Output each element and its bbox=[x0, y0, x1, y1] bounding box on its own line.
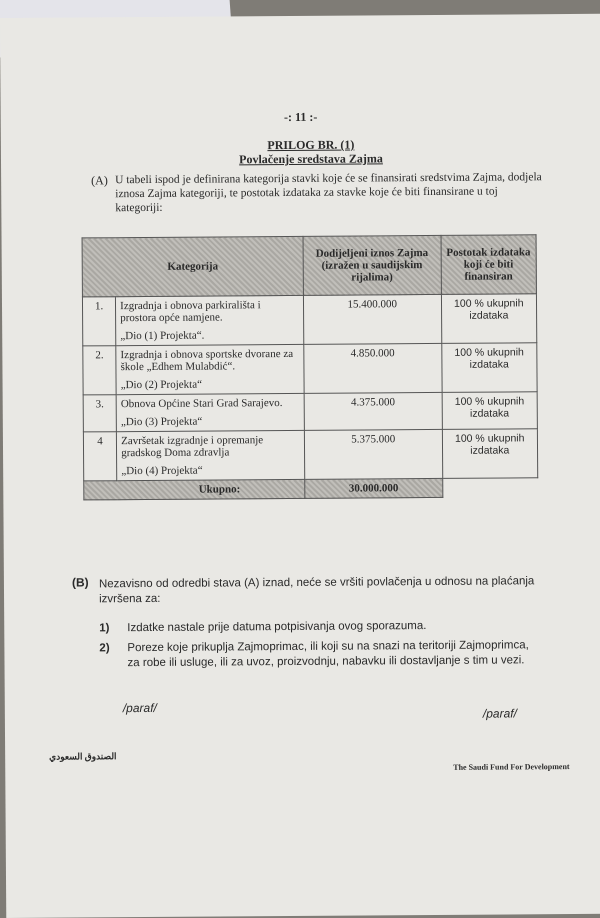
row-description bbox=[116, 393, 304, 431]
list-item-number: 2) bbox=[99, 642, 110, 655]
row-description bbox=[117, 430, 305, 480]
table-row bbox=[83, 343, 537, 395]
section-b-text: Nezavisno od odredbi stava (A) iznad, neće se vršiti povlačenja u odnosu na plaćanja izvršena za: bbox=[98, 575, 535, 606]
table-row bbox=[83, 429, 537, 481]
row-number: 1. bbox=[82, 297, 115, 346]
row-desc-sub: „Dio (1) Projekta“. bbox=[120, 329, 205, 343]
saudi-fund-logo-english: The Saudi Fund For Development bbox=[453, 762, 570, 772]
total-empty-cell bbox=[442, 478, 538, 498]
list-item-text: Poreze koje prikuplja Zajmoprimac, ili koji su na snazi na teritoriji Zajmoprimca, za robe ili usluge, ili za uvoz, proizvodnju, nabavku ili dostavljanje s tim u vezi. bbox=[127, 639, 529, 670]
document-page bbox=[0, 14, 600, 918]
header-percent: Postotak izdataka koji će biti finansiran bbox=[441, 235, 537, 295]
section-a-label: (A) bbox=[91, 173, 108, 188]
saudi-fund-logo-arabic: الصندوق السعودي bbox=[49, 751, 117, 762]
category-table bbox=[82, 234, 539, 500]
row-desc-text: Izgradnja i obnova sportske dvorane za škole „Edhem Mulabdić“. bbox=[120, 347, 294, 374]
row-desc-sub: „Dio (3) Projekta“ bbox=[120, 415, 203, 429]
row-desc-text: Obnova Općine Stari Grad Sarajevo. bbox=[120, 397, 283, 411]
table-row bbox=[82, 294, 536, 346]
list-item bbox=[99, 618, 537, 636]
row-percent: 100 % ukupnih izdataka bbox=[442, 429, 538, 479]
page-title: PRILOG BR. (1) bbox=[267, 137, 355, 153]
list-item-text: Izdatke nastale prije datuma potpisivanja ovog sporazuma. bbox=[127, 620, 427, 635]
section-a-text: U tabeli ispod je definirana kategorija stavki koje će se finansirati sredstvima Zajma, dodjela iznosa Zajma kategoriji, te postotak izdataka za stavke koje će biti finansirane u toj kategoriji: bbox=[115, 171, 542, 215]
row-desc-sub: „Dio (2) Projekta“ bbox=[120, 378, 202, 392]
total-amount: 30.000.000 bbox=[305, 478, 443, 498]
page-number: -: 11 :- bbox=[283, 109, 318, 125]
header-category: Kategorija bbox=[82, 236, 303, 297]
page-subtitle: Povlačenje sredstava Zajma bbox=[239, 151, 383, 167]
row-description bbox=[116, 344, 304, 394]
row-desc-text: Završetak izgradnje i opremanje gradskog Doma zdravlja bbox=[121, 434, 264, 460]
row-amount: 4.850.000 bbox=[304, 343, 442, 393]
paraf-right: /paraf/ bbox=[482, 706, 517, 721]
paraf-left: /paraf/ bbox=[122, 700, 157, 716]
row-number: 2. bbox=[83, 346, 116, 395]
row-amount: 4.375.000 bbox=[304, 392, 442, 430]
row-number: 3. bbox=[83, 395, 116, 432]
list-item bbox=[99, 638, 537, 671]
list-item-number: 1) bbox=[99, 622, 110, 635]
total-label: Ukupno: bbox=[84, 479, 305, 500]
header-amount: Dodijeljeni iznos Zajma (izražen u saudijskim rijalima) bbox=[303, 235, 441, 295]
row-amount: 5.375.000 bbox=[304, 429, 442, 479]
row-percent: 100 % ukupnih izdataka bbox=[441, 343, 537, 393]
row-desc-text: Izgradnja i obnova parkirališta i prostora opće namjene. bbox=[120, 299, 261, 325]
table-row bbox=[83, 392, 537, 432]
section-b-label: (B) bbox=[71, 575, 89, 590]
row-percent: 100 % ukupnih izdataka bbox=[441, 294, 537, 344]
table-total-row bbox=[84, 478, 538, 500]
row-amount: 15.400.000 bbox=[303, 294, 441, 344]
row-percent: 100 % ukupnih izdataka bbox=[442, 392, 538, 430]
row-desc-sub: „Dio (4) Projekta“ bbox=[121, 464, 203, 478]
row-number: 4 bbox=[83, 432, 116, 481]
table-header-row bbox=[82, 235, 536, 297]
row-description bbox=[116, 295, 304, 345]
